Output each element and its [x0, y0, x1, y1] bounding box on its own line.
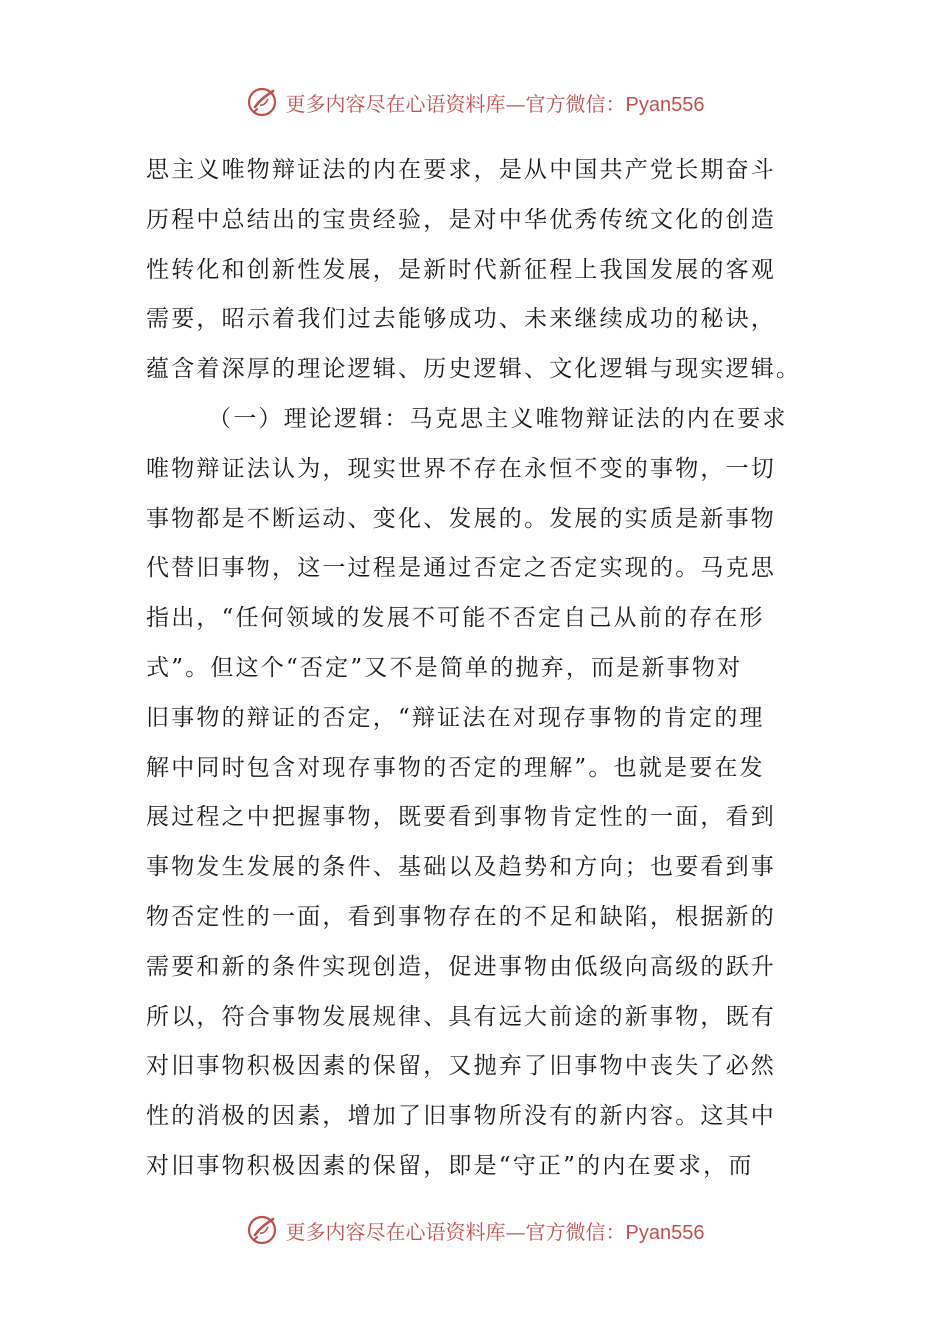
document-body [146, 146, 808, 1192]
header-watermark-label: 官方微信： [525, 91, 626, 116]
footer-watermark-text [286, 1216, 705, 1245]
body-line-4: 需要，昭示着我们过去能够成功、未来继续成功的秘诀， [146, 306, 776, 333]
body-line-11: 式”。但这个“否定”又不是简单的抛弃，而是新事物对 [146, 654, 743, 681]
header-watermark-cn: 更多内容尽在心语资料库 [285, 91, 506, 116]
body-line-2: 历程中总结出的宝贵经验，是对中华优秀传统文化的创造 [146, 206, 776, 233]
body-line-18: 所以，符合事物发展规律、具有远大前途的新事物，既有 [146, 1003, 776, 1030]
footer-watermark-separator: — [505, 1219, 526, 1244]
body-line-3: 性转化和创新性发展，是新时代新征程上我国发展的客观 [146, 256, 776, 283]
pen-logo-icon [246, 85, 280, 119]
body-line-9: 代替旧事物，这一过程是通过否定之否定实现的。马克思 [146, 555, 776, 582]
body-line-21: 对旧事物积极因素的保留，即是“守正”的内在要求，而 [146, 1152, 754, 1179]
body-line-7: 唯物辩证法认为，现实世界不存在永恒不变的事物，一切 [146, 455, 776, 482]
body-line-20: 性的消极的因素，增加了旧事物所没有的新内容。这其中 [146, 1103, 776, 1130]
footer-watermark-cn: 更多内容尽在心语资料库 [285, 1219, 506, 1244]
body-line-12: 旧事物的辩证的否定，“辩证法在对现存事物的肯定的理 [146, 704, 765, 731]
header-watermark-id: Pyan556 [625, 93, 705, 116]
footer-watermark-id: Pyan556 [625, 1221, 705, 1244]
header-watermark-text [286, 88, 705, 117]
footer-watermark-label: 官方微信： [525, 1219, 626, 1244]
body-line-5: 蕴含着深厚的理论逻辑、历史逻辑、文化逻辑与现实逻辑。 [146, 356, 802, 383]
body-line-10: 指出，“任何领域的发展不可能不否定自己从前的存在形 [146, 605, 765, 632]
footer-watermark [0, 1210, 950, 1250]
body-line-13: 解中同时包含对现存事物的否定的理解”。也就是要在发 [146, 754, 765, 781]
pen-logo-icon [246, 1213, 280, 1247]
header-watermark-separator: — [505, 91, 526, 116]
body-line-8: 事物都是不断运动、变化、发展的。发展的实质是新事物 [146, 505, 776, 532]
body-line-17: 需要和新的条件实现创造，促进事物由低级向高级的跃升 [146, 953, 776, 980]
body-line-14: 展过程之中把握事物，既要看到事物肯定性的一面，看到 [146, 804, 776, 831]
header-watermark [0, 82, 950, 122]
section-heading: （一）理论逻辑：马克思主义唯物辩证法的内在要求 [208, 405, 788, 432]
body-line-15: 事物发生发展的条件、基础以及趋势和方向；也要看到事 [146, 854, 776, 881]
body-line-1: 思主义唯物辩证法的内在要求，是从中国共产党长期奋斗 [146, 157, 776, 183]
body-line-16: 物否定性的一面，看到事物存在的不足和缺陷，根据新的 [146, 903, 776, 930]
body-line-19: 对旧事物积极因素的保留，又抛弃了旧事物中丧失了必然 [146, 1053, 776, 1080]
